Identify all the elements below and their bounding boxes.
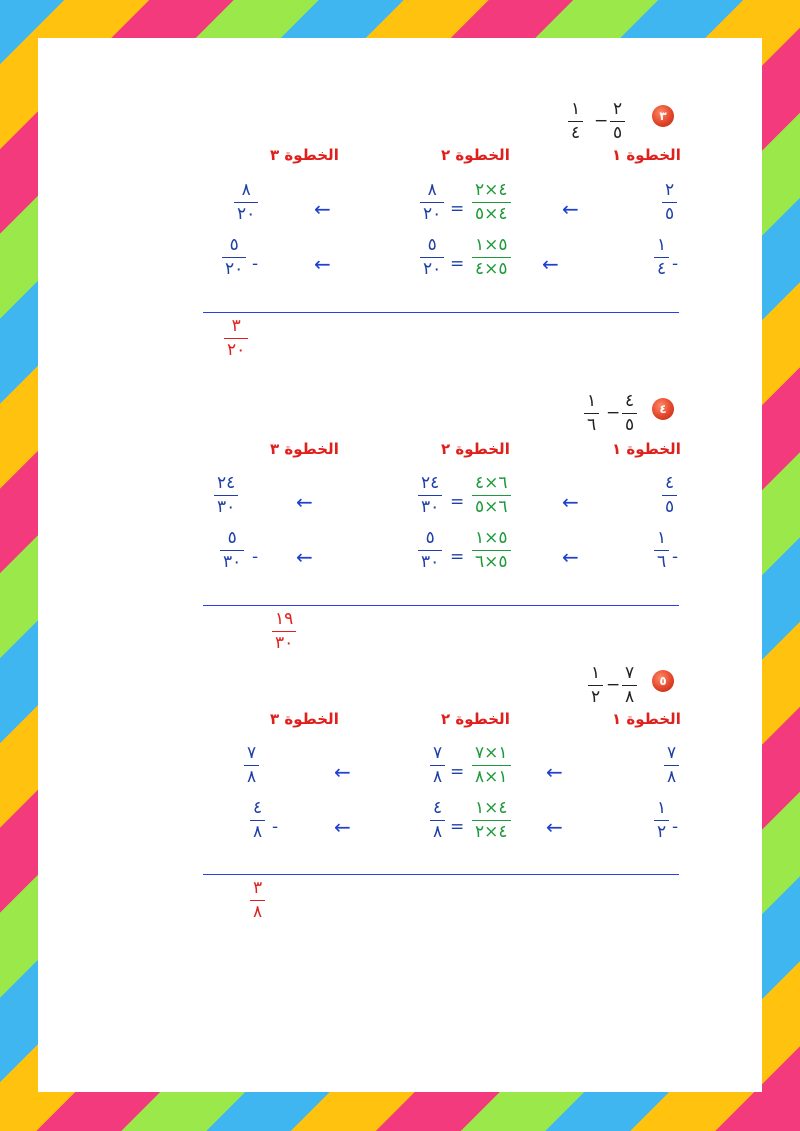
minus-sign: - (672, 547, 679, 567)
arrow-icon: ← (562, 197, 579, 221)
equals-sign: = (450, 817, 465, 837)
step-2-label: الخطوة ٢ (441, 440, 510, 458)
step-2-label: الخطوة ٢ (441, 710, 510, 728)
step3-fraction: ٧ ٨ (244, 745, 259, 786)
arrow-icon: ← (562, 545, 579, 569)
step-2-label: الخطوة ٢ (441, 146, 510, 164)
step2-result: ٥ ٢٠ (420, 237, 444, 278)
step3-fraction: ٨ ٢٠ (234, 182, 258, 223)
equals-sign: = (450, 762, 465, 782)
header-fraction-left: ١ ٦ (584, 393, 599, 434)
step2-multiplication: ٤×٢ ٤×٥ (472, 182, 511, 223)
step-1-label: الخطوة ١ (612, 146, 681, 164)
step1-fraction: ٤ ٥ (662, 475, 677, 516)
header-minus: − (594, 111, 609, 131)
step2-result: ٥ ٣٠ (418, 530, 442, 571)
step3-fraction: ٤ ٨ (250, 800, 265, 841)
step3-fraction: ٥ ٣٠ (220, 530, 244, 571)
problem-number-badge: ٤ (652, 398, 674, 420)
equals-sign: = (450, 254, 465, 274)
step-1-label: الخطوة ١ (612, 440, 681, 458)
arrow-icon: ← (546, 760, 563, 784)
answer-fraction: ٣ ٨ (250, 880, 265, 921)
step3-fraction: ٥ ٢٠ (222, 237, 246, 278)
step2-result: ٧ ٨ (430, 745, 445, 786)
step1-fraction: ١ ٦ (654, 530, 669, 571)
step2-multiplication: ٤×١ ٤×٢ (472, 800, 511, 841)
arrow-icon: ← (542, 252, 559, 276)
header-fraction-right: ٢ ٥ (610, 101, 625, 142)
step1-fraction: ٢ ٥ (662, 182, 677, 223)
minus-sign: - (252, 254, 259, 274)
answer-fraction: ١٩ ٣٠ (272, 611, 296, 652)
step-3-label: الخطوة ٣ (270, 440, 339, 458)
minus-sign: - (672, 817, 679, 837)
arrow-icon: ← (296, 545, 313, 569)
minus-sign: - (672, 254, 679, 274)
header-fraction-right: ٧ ٨ (622, 665, 637, 706)
subtraction-rule (203, 312, 679, 313)
equals-sign: = (450, 199, 465, 219)
step-3-label: الخطوة ٣ (270, 710, 339, 728)
minus-sign: - (272, 817, 279, 837)
step2-multiplication: ٥×١ ٥×٤ (472, 237, 511, 278)
step2-multiplication: ٦×٤ ٦×٥ (472, 475, 511, 516)
minus-sign: - (252, 547, 259, 567)
subtraction-rule (203, 874, 679, 875)
step1-fraction: ١ ٤ (654, 237, 669, 278)
step1-fraction: ٧ ٨ (664, 745, 679, 786)
problem-number-badge: ٥ (652, 670, 674, 692)
equals-sign: = (450, 547, 465, 567)
step1-fraction: ١ ٢ (654, 800, 669, 841)
problem-number-badge: ٣ (652, 105, 674, 127)
arrow-icon: ← (314, 252, 331, 276)
arrow-icon: ← (562, 490, 579, 514)
header-fraction-left: ١ ٢ (588, 665, 603, 706)
header-minus: − (606, 403, 621, 423)
header-fraction-left: ١ ٤ (568, 101, 583, 142)
arrow-icon: ← (296, 490, 313, 514)
subtraction-rule (203, 605, 679, 606)
step-3-label: الخطوة ٣ (270, 146, 339, 164)
step-1-label: الخطوة ١ (612, 710, 681, 728)
answer-fraction: ٣ ٢٠ (224, 318, 248, 359)
step2-result: ٢٤ ٣٠ (418, 475, 442, 516)
arrow-icon: ← (546, 815, 563, 839)
step2-multiplication: ١×٧ ١×٨ (472, 745, 511, 786)
header-minus: − (606, 675, 621, 695)
arrow-icon: ← (334, 815, 351, 839)
arrow-icon: ← (314, 197, 331, 221)
step2-result: ٨ ٢٠ (420, 182, 444, 223)
step2-multiplication: ٥×١ ٥×٦ (472, 530, 511, 571)
step2-result: ٤ ٨ (430, 800, 445, 841)
equals-sign: = (450, 492, 465, 512)
arrow-icon: ← (334, 760, 351, 784)
step3-fraction: ٢٤ ٣٠ (214, 475, 238, 516)
header-fraction-right: ٤ ٥ (622, 393, 637, 434)
